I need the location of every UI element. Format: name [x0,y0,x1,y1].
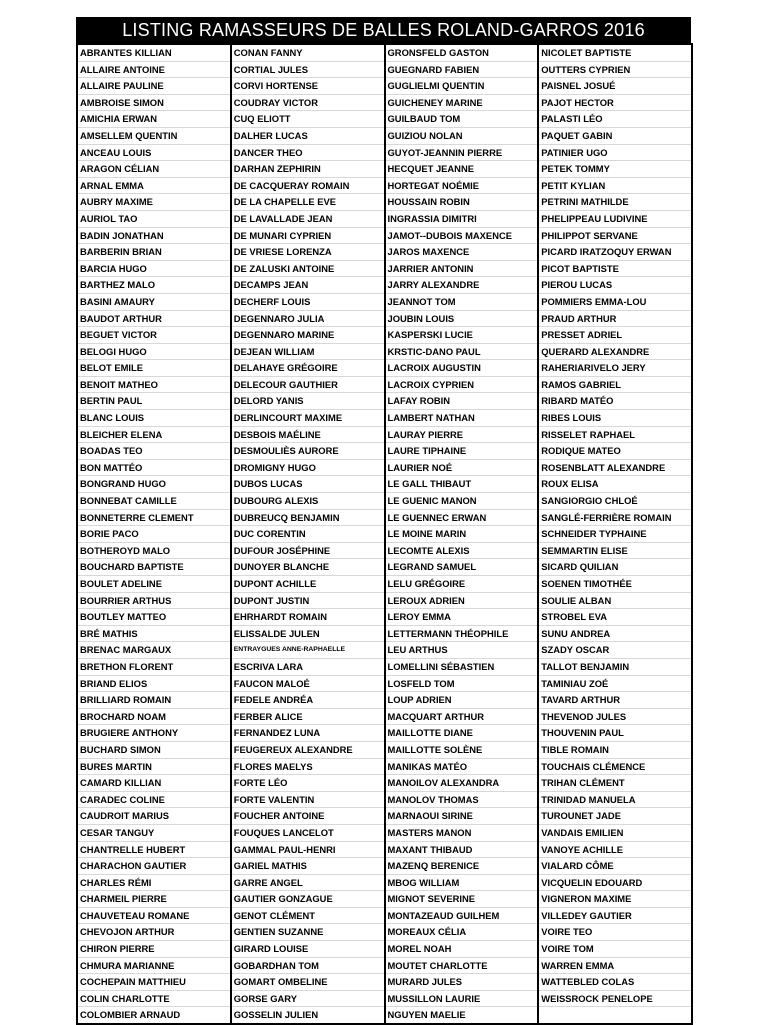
name-cell: SANGLÉ-FERRIÈRE ROMAIN [538,509,692,526]
name-cell: SICARD QUILIAN [538,559,692,576]
name-cell: GENTIEN SUZANNE [231,924,385,941]
name-cell: LE GALL THIBAUT [385,476,539,493]
name-cell: DELAHAYE GRÉGOIRE [231,360,385,377]
table-row [77,343,692,360]
name-cell: PAJOT HECTOR [538,94,692,111]
name-cell: DE MUNARI CYPRIEN [231,227,385,244]
name-cell: GRONSFELD GASTON [385,44,539,61]
name-cell: TIBLE ROMAIN [538,741,692,758]
name-cell: LAURAY PIERRE [385,426,539,443]
name-cell: AURIOL TAO [77,210,231,227]
table-row [77,177,692,194]
name-cell: DUPONT ACHILLE [231,576,385,593]
name-cell: LEROUX ADRIEN [385,592,539,609]
name-cell: BEGUET VICTOR [77,327,231,344]
name-cell: LAURE TIPHAINE [385,443,539,460]
name-cell: NICOLET BAPTISTE [538,44,692,61]
table-row [77,725,692,742]
name-cell: CORTIAL JULES [231,61,385,78]
name-cell: CHMURA MARIANNE [77,957,231,974]
name-cell: DEJEAN WILLIAM [231,343,385,360]
table-row [77,227,692,244]
name-cell: MAXANT THIBAUD [385,841,539,858]
table-row [77,244,692,261]
name-cell: CHARMEIL PIERRE [77,891,231,908]
table-row [77,443,692,460]
name-cell: BOUCHARD BAPTISTE [77,559,231,576]
name-cell: LAMBERT NATHAN [385,410,539,427]
name-cell: ARNAL EMMA [77,177,231,194]
name-cell: FORTE VALENTIN [231,791,385,808]
name-cell: DE CACQUERAY ROMAIN [231,177,385,194]
table-row [77,625,692,642]
name-cell: MANOLOV THOMAS [385,791,539,808]
name-cell: ROSENBLATT ALEXANDRE [538,459,692,476]
name-cell: FEUGEREUX ALEXANDRE [231,741,385,758]
name-cell [538,1007,692,1024]
name-cell: BRILLIARD ROMAIN [77,692,231,709]
name-cell: BASINI AMAURY [77,293,231,310]
name-cell: DUBOURG ALEXIS [231,493,385,510]
table-row [77,775,692,792]
name-cell: DERLINCOURT MAXIME [231,410,385,427]
table-row [77,824,692,841]
name-cell: BOULET ADELINE [77,576,231,593]
table-row [77,459,692,476]
name-cell: BRETHON FLORENT [77,658,231,675]
name-cell: HOUSSAIN ROBIN [385,194,539,211]
name-cell: PRAUD ARTHUR [538,310,692,327]
name-cell: VANDAIS EMILIEN [538,824,692,841]
name-cell: DE VRIESE LORENZA [231,244,385,261]
name-cell: TAVARD ARTHUR [538,692,692,709]
name-cell: BRENAC MARGAUX [77,642,231,659]
name-cell: VIALARD CÔME [538,858,692,875]
table-row [77,161,692,178]
name-cell: GARRE ANGEL [231,874,385,891]
name-cell: BELOT EMILE [77,360,231,377]
name-cell: PETRINI MATHILDE [538,194,692,211]
name-cell: JARRY ALEXANDRE [385,277,539,294]
name-cell: VILLEDEY GAUTIER [538,907,692,924]
name-cell: CAUDROIT MARIUS [77,808,231,825]
name-cell: BONNEBAT CAMILLE [77,493,231,510]
name-cell: GOBARDHAN TOM [231,957,385,974]
name-cell: TOUCHAIS CLÉMENCE [538,758,692,775]
table-row [77,426,692,443]
name-cell: RAHERIARIVELO JERY [538,360,692,377]
table-row [77,260,692,277]
name-cell: CUQ ELIOTT [231,111,385,128]
name-cell: AMICHIA ERWAN [77,111,231,128]
table-row [77,907,692,924]
table-row [77,194,692,211]
name-cell: SOULIE ALBAN [538,592,692,609]
name-cell: CHEVOJON ARTHUR [77,924,231,941]
name-cell: CHARACHON GAUTIER [77,858,231,875]
name-cell: FEDELE ANDRÉA [231,692,385,709]
table-row [77,210,692,227]
name-cell: PHELIPPEAU LUDIVINE [538,210,692,227]
name-cell: OUTTERS CYPRIEN [538,61,692,78]
roster-table [76,43,693,1025]
table-row [77,293,692,310]
name-cell: GIRARD LOUISE [231,941,385,958]
table-row [77,94,692,111]
name-cell: DUFOUR JOSÉPHINE [231,542,385,559]
name-cell: RISSELET RAPHAEL [538,426,692,443]
name-cell: CHANTRELLE HUBERT [77,841,231,858]
name-cell: EHRHARDT ROMAIN [231,609,385,626]
name-cell: BERTIN PAUL [77,393,231,410]
name-cell: ROUX ELISA [538,476,692,493]
table-row [77,692,692,709]
name-cell: BADIN JONATHAN [77,227,231,244]
name-cell: PHILIPPOT SERVANE [538,227,692,244]
name-cell: MONTAZEAUD GUILHEM [385,907,539,924]
name-cell: LAFAY ROBIN [385,393,539,410]
name-cell: DROMIGNY HUGO [231,459,385,476]
name-cell: MOREL NOAH [385,941,539,958]
name-cell: SZADY OSCAR [538,642,692,659]
table-row [77,858,692,875]
table-row [77,78,692,95]
name-cell: CHIRON PIERRE [77,941,231,958]
name-cell: STROBEL EVA [538,609,692,626]
table-row [77,310,692,327]
name-cell: TALLOT BENJAMIN [538,658,692,675]
name-cell: LEU ARTHUS [385,642,539,659]
name-cell: GUYOT-JEANNIN PIERRE [385,144,539,161]
table-row [77,658,692,675]
name-cell: AMBROISE SIMON [77,94,231,111]
name-cell: KASPERSKI LUCIE [385,327,539,344]
table-row [77,376,692,393]
name-cell: ARAGON CÉLIAN [77,161,231,178]
name-cell: FAUCON MALOÉ [231,675,385,692]
name-cell: FOUCHER ANTOINE [231,808,385,825]
table-row [77,990,692,1007]
table-row [77,277,692,294]
table-row [77,924,692,941]
name-cell: BOUTLEY MATTEO [77,609,231,626]
name-cell: DUBOS LUCAS [231,476,385,493]
name-cell: TRIHAN CLÉMENT [538,775,692,792]
name-cell: DE ZALUSKI ANTOINE [231,260,385,277]
table-row [77,559,692,576]
name-cell: FORTE LÉO [231,775,385,792]
name-cell: MOREAUX CÉLIA [385,924,539,941]
table-row [77,410,692,427]
name-cell: NGUYEN MAELIE [385,1007,539,1024]
name-cell: WEISSROCK PENELOPE [538,990,692,1007]
name-cell: COLOMBIER ARNAUD [77,1007,231,1024]
name-cell: BONNETERRE CLEMENT [77,509,231,526]
name-cell: PETIT KYLIAN [538,177,692,194]
name-cell: LE GUENIC MANON [385,493,539,510]
name-cell: RIBARD MATÉO [538,393,692,410]
name-cell: MASTERS MANON [385,824,539,841]
name-cell: GOSSELIN JULIEN [231,1007,385,1024]
name-cell: VANOYE ACHILLE [538,841,692,858]
name-cell: CHAUVETEAU ROMANE [77,907,231,924]
table-row [77,393,692,410]
name-cell: GORSE GARY [231,990,385,1007]
name-cell: VOIRE TEO [538,924,692,941]
name-cell: DUPONT JUSTIN [231,592,385,609]
name-cell: MAZENQ BERENICE [385,858,539,875]
name-cell: COLIN CHARLOTTE [77,990,231,1007]
name-cell: MUSSILLON LAURIE [385,990,539,1007]
table-row [77,360,692,377]
name-cell: DUNOYER BLANCHE [231,559,385,576]
name-cell: MIGNOT SEVERINE [385,891,539,908]
table-row [77,874,692,891]
name-cell: JAMOT--DUBOIS MAXENCE [385,227,539,244]
table-row [77,476,692,493]
table-row [77,791,692,808]
name-cell: BARTHEZ MALO [77,277,231,294]
name-cell: GOMART OMBELINE [231,974,385,991]
name-cell: BUCHARD SIMON [77,741,231,758]
name-cell: AUBRY MAXIME [77,194,231,211]
name-cell: DE LA CHAPELLE EVE [231,194,385,211]
name-cell: CHARLES RÉMI [77,874,231,891]
name-cell: GUEGNARD FABIEN [385,61,539,78]
table-row [77,642,692,659]
name-cell: DELECOUR GAUTHIER [231,376,385,393]
name-cell: COCHEPAIN MATTHIEU [77,974,231,991]
name-cell: BRUGIERE ANTHONY [77,725,231,742]
table-row [77,61,692,78]
table-row [77,144,692,161]
name-cell: PRESSET ADRIEL [538,327,692,344]
table-row [77,1007,692,1024]
name-cell: BARCIA HUGO [77,260,231,277]
name-cell: WARREN EMMA [538,957,692,974]
table-row [77,493,692,510]
name-cell: PICOT BAPTISTE [538,260,692,277]
name-cell: POMMIERS EMMA-LOU [538,293,692,310]
name-cell: PAQUET GABIN [538,127,692,144]
name-cell: THOUVENIN PAUL [538,725,692,742]
name-cell: INGRASSIA DIMITRI [385,210,539,227]
name-cell: MAILLOTTE DIANE [385,725,539,742]
name-cell: CESAR TANGUY [77,824,231,841]
name-cell: SANGIORGIO CHLOÉ [538,493,692,510]
name-cell: MURARD JULES [385,974,539,991]
table-row [77,327,692,344]
name-cell: HORTEGAT NOÉMIE [385,177,539,194]
name-cell: GUICHENEY MARINE [385,94,539,111]
name-cell: DANCER THEO [231,144,385,161]
name-cell: TUROUNET JADE [538,808,692,825]
name-cell: SCHNEIDER TYPHAINE [538,526,692,543]
name-cell: PICARD IRATZOQUY ERWAN [538,244,692,261]
name-cell: VOIRE TOM [538,941,692,958]
name-cell: MANIKAS MATÉO [385,758,539,775]
page-title: LISTING RAMASSEURS DE BALLES ROLAND-GARROS 2016 [76,17,691,43]
table-row [77,542,692,559]
name-cell: BAUDOT ARTHUR [77,310,231,327]
name-cell: BENOIT MATHEO [77,376,231,393]
name-cell: SEMMARTIN ELISE [538,542,692,559]
name-cell: DARHAN ZEPHIRIN [231,161,385,178]
name-cell: JARRIER ANTONIN [385,260,539,277]
name-cell: WATTEBLED COLAS [538,974,692,991]
table-row [77,44,692,61]
name-cell: ANCEAU LOUIS [77,144,231,161]
name-cell: RODIQUE MATEO [538,443,692,460]
name-cell: VIGNERON MAXIME [538,891,692,908]
name-cell: ALLAIRE PAULINE [77,78,231,95]
name-cell: MARNAOUI SIRINE [385,808,539,825]
name-cell: FLORES MAELYS [231,758,385,775]
name-cell: SOENEN TIMOTHÉE [538,576,692,593]
name-cell: BORIE PACO [77,526,231,543]
name-cell: LE GUENNEC ERWAN [385,509,539,526]
name-cell: LOUP ADRIEN [385,692,539,709]
name-cell: PIEROU LUCAS [538,277,692,294]
name-cell: LACROIX AUGUSTIN [385,360,539,377]
name-cell: GAUTIER GONZAGUE [231,891,385,908]
name-cell: TRINIDAD MANUELA [538,791,692,808]
name-cell: DESBOIS MAÉLINE [231,426,385,443]
name-cell: RAMOS GABRIEL [538,376,692,393]
name-cell: DECHERF LOUIS [231,293,385,310]
name-cell: CORVI HORTENSE [231,78,385,95]
name-cell: VICQUELIN EDOUARD [538,874,692,891]
name-cell: BONGRAND HUGO [77,476,231,493]
name-cell: GARIEL MATHIS [231,858,385,875]
name-cell: JAROS MAXENCE [385,244,539,261]
name-cell: GAMMAL PAUL-HENRI [231,841,385,858]
table-row [77,708,692,725]
roster-sheet [76,17,691,1025]
table-row [77,592,692,609]
table-row [77,675,692,692]
name-cell: BELOGI HUGO [77,343,231,360]
name-cell: DEGENNARO JULIA [231,310,385,327]
table-row [77,576,692,593]
name-cell: BRIAND ELIOS [77,675,231,692]
table-row [77,609,692,626]
name-cell: DELORD YANIS [231,393,385,410]
name-cell: THEVENOD JULES [538,708,692,725]
name-cell: MACQUART ARTHUR [385,708,539,725]
name-cell: KRSTIC-DANO PAUL [385,343,539,360]
name-cell: FOUQUES LANCELOT [231,824,385,841]
table-row [77,841,692,858]
name-cell: AMSELLEM QUENTIN [77,127,231,144]
name-cell: GENOT CLÉMENT [231,907,385,924]
name-cell: BLANC LOUIS [77,410,231,427]
table-row [77,741,692,758]
roster-table-body [77,44,692,1024]
name-cell: FERBER ALICE [231,708,385,725]
table-row [77,758,692,775]
table-row [77,111,692,128]
name-cell: LE MOINE MARIN [385,526,539,543]
name-cell: CAMARD KILLIAN [77,775,231,792]
name-cell: DUBREUCQ BENJAMIN [231,509,385,526]
name-cell: DECAMPS JEAN [231,277,385,294]
name-cell: MBOG WILLIAM [385,874,539,891]
name-cell: MOUTET CHARLOTTE [385,957,539,974]
name-cell: LECOMTE ALEXIS [385,542,539,559]
name-cell: DE LAVALLADE JEAN [231,210,385,227]
name-cell: ESCRIVA LARA [231,658,385,675]
name-cell: LACROIX CYPRIEN [385,376,539,393]
table-row [77,509,692,526]
name-cell: BON MATTÉO [77,459,231,476]
name-cell: HECQUET JEANNE [385,161,539,178]
name-cell: ABRANTES KILLIAN [77,44,231,61]
name-cell: PATINIER UGO [538,144,692,161]
name-cell: ELISSALDE JULEN [231,625,385,642]
table-row [77,891,692,908]
name-cell: BROCHARD NOAM [77,708,231,725]
name-cell: GUILBAUD TOM [385,111,539,128]
name-cell: LAURIER NOÉ [385,459,539,476]
table-row [77,941,692,958]
name-cell: DEGENNARO MARINE [231,327,385,344]
name-cell: LEROY EMMA [385,609,539,626]
name-cell: PAISNEL JOSUÉ [538,78,692,95]
name-cell: MANOILOV ALEXANDRA [385,775,539,792]
name-cell: BOURRIER ARTHUS [77,592,231,609]
name-cell: DUC CORENTIN [231,526,385,543]
name-cell: BOTHEROYD MALO [77,542,231,559]
name-cell: BARBERIN BRIAN [77,244,231,261]
name-cell: DALHER LUCAS [231,127,385,144]
name-cell: CARADEC COLINE [77,791,231,808]
name-cell: QUERARD ALEXANDRE [538,343,692,360]
name-cell: PETEK TOMMY [538,161,692,178]
name-cell: FERNANDEZ LUNA [231,725,385,742]
name-cell: GUIZIOU NOLAN [385,127,539,144]
table-row [77,127,692,144]
name-cell: LOSFELD TOM [385,675,539,692]
name-cell: BURES MARTIN [77,758,231,775]
name-cell: DESMOULIÈS AURORE [231,443,385,460]
table-row [77,808,692,825]
name-cell: LETTERMANN THÉOPHILE [385,625,539,642]
table-row [77,526,692,543]
name-cell: ALLAIRE ANTOINE [77,61,231,78]
name-cell: RIBES LOUIS [538,410,692,427]
table-row [77,957,692,974]
name-cell: COUDRAY VICTOR [231,94,385,111]
name-cell: MAILLOTTE SOLÈNE [385,741,539,758]
name-cell: BOADAS TEO [77,443,231,460]
name-cell: ENTRAYGUES ANNE-RAPHAELLE [231,642,385,659]
name-cell: LELU GRÉGOIRE [385,576,539,593]
name-cell: CONAN FANNY [231,44,385,61]
name-cell: SUNU ANDREA [538,625,692,642]
name-cell: LEGRAND SAMUEL [385,559,539,576]
name-cell: GUGLIELMI QUENTIN [385,78,539,95]
name-cell: PALASTI LÉO [538,111,692,128]
name-cell: JEANNOT TOM [385,293,539,310]
table-row [77,974,692,991]
name-cell: LOMELLINI SÉBASTIEN [385,658,539,675]
name-cell: TAMINIAU ZOÉ [538,675,692,692]
name-cell: JOUBIN LOUIS [385,310,539,327]
name-cell: BRÉ MATHIS [77,625,231,642]
name-cell: BLEICHER ELENA [77,426,231,443]
